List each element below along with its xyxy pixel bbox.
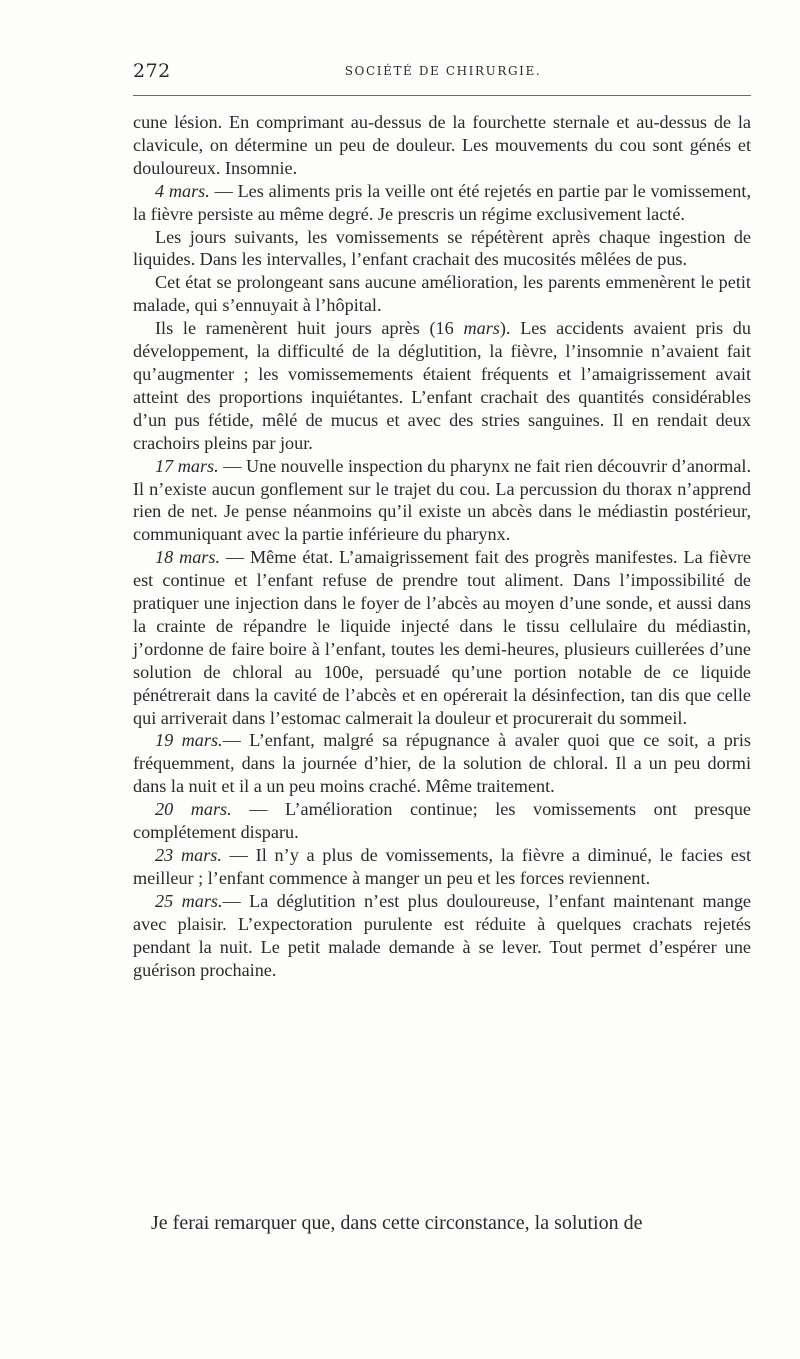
entry-date: 17 mars. [155, 455, 219, 476]
paragraph-23-mars [133, 844, 751, 890]
entry-date: 25 mars. [155, 890, 223, 911]
paragraph-text: — Il n’y a plus de vomissements, la fièvre a diminué, le facies est meilleur ; l’enfant commence à manger un peu et les forces reviennent. [133, 845, 751, 888]
header-rule [133, 95, 751, 96]
entry-date: 4 mars. [155, 180, 210, 201]
paragraph-text: — L’amélioration continue; les vomissements ont presque complétement disparu. [133, 799, 751, 843]
paragraph-16-mars [133, 317, 751, 454]
entry-date: mars [463, 318, 500, 339]
paragraph-4-mars [133, 180, 751, 226]
paragraph [133, 111, 751, 180]
entry-date: 19 mars. [155, 730, 223, 751]
paragraph-20-mars [133, 798, 751, 844]
paragraph-text: — La déglutition n’est plus douloureuse, l’enfant maintenant mange avec plaisir. L’expectoration purulente est réduite à quelques crachats rejetés pendant la nuit. Le petit malade demande à se lever. Tout permet d’espérer une guérison prochaine. [133, 890, 751, 980]
running-head [133, 60, 753, 84]
entry-date: 23 mars. [155, 845, 222, 865]
paragraph-17-mars [133, 455, 751, 547]
case-report-text [133, 111, 751, 981]
paragraph-text: — Les aliments pris la veille ont été rejetés en partie par le vomissement, la fièvre persiste au même degré. Je prescris un régime exclusivement lacté. [133, 180, 751, 224]
paragraph [133, 271, 751, 317]
entry-date: 20 mars. [155, 799, 232, 820]
paragraph-text: Cet état se prolongeant sans aucune amélioration, les parents emmenèrent le petit malade, qui s’ennuyait à l’hôpital. [133, 272, 751, 316]
paragraph-text: — L’enfant, malgré sa répugnance à avaler quoi que ce soit, a pris fréquemment, dans la journée d’hier, de la solution de chloral. Il a un peu dormi dans la nuit et il a un peu moins craché. Même traitement. [133, 730, 751, 797]
entry-date: 18 mars. [155, 547, 221, 568]
paragraph-text: Ils le ramenèrent huit jours après (16 [155, 318, 464, 339]
page-number: 272 [133, 60, 171, 82]
paragraph-text: cune lésion. En comprimant au-dessus de la fourchette sternale et au-dessus de la clavicule, on détermine un peu de douleur. Les mouvements du cou sont génés et douloureux. Insomnie. [133, 112, 751, 178]
paragraph [133, 226, 751, 272]
paragraph-19-mars [133, 729, 751, 798]
paragraph-text: ). Les accidents avaient pris du développement, la difficulté de la déglutition, la fièvre, l’insomnie n’avaient fait qu’augmenter ; les vomissemements étaient fréquents et l’amaigrissement avait atteint des proportions inquiétantes. L’enfant crachait des quantités considérables d’un pus fétide, mêlé de mucus et avec des stries sanguines. Il en rendait deux crachoirs pleins par jour. [133, 318, 751, 453]
paragraph-text: Les jours suivants, les vomissements se répétèrent après chaque ingestion de liquides. Dans les intervalles, l’enfant crachait des mucosités mêlées de pus. [133, 226, 751, 270]
paragraph-18-mars [133, 546, 751, 729]
paragraph-text: — Une nouvelle inspection du pharynx ne fait rien découvrir d’anormal. Il n’existe aucun gonflement sur le trajet du cou. La percussion du thorax n’apprend rien de net. Je pense néanmoins qu’il existe un abcès dans le médiastin postérieur, communiquant avec la partie inférieure du pharynx. [133, 455, 751, 545]
journal-title: SOCIÉTÉ DE CHIRURGIE. [344, 64, 542, 78]
paragraph-25-mars [133, 890, 751, 982]
paragraph-text: — Même état. L’amaigrissement fait des progrès manifestes. La fièvre est continue et l’enfant refuse de prendre tout aliment. Dans l’impossibilité de pratiquer une injection dans le foyer de l’abcès au moyen d’une sonde, et aussi dans la crainte de répandre le liquide injecté dans le tissu cellulaire du médiastin, j’ordonne de faire boire à l’enfant, toutes les demi-heures, plusieurs cuillerées d’une solution de chloral au 100e, persuadé qu’une portion notable de ce liquide pénétrerait dans la cavité de l’abcès et en opérerait la désinfection, tan dis que celle qui arriverait dans l’estomac calmerait la douleur et procurerait du sommeil. [133, 547, 751, 728]
commentary-paragraph: Je ferai remarquer que, dans cette circonstance, la solution de [151, 1212, 643, 1234]
